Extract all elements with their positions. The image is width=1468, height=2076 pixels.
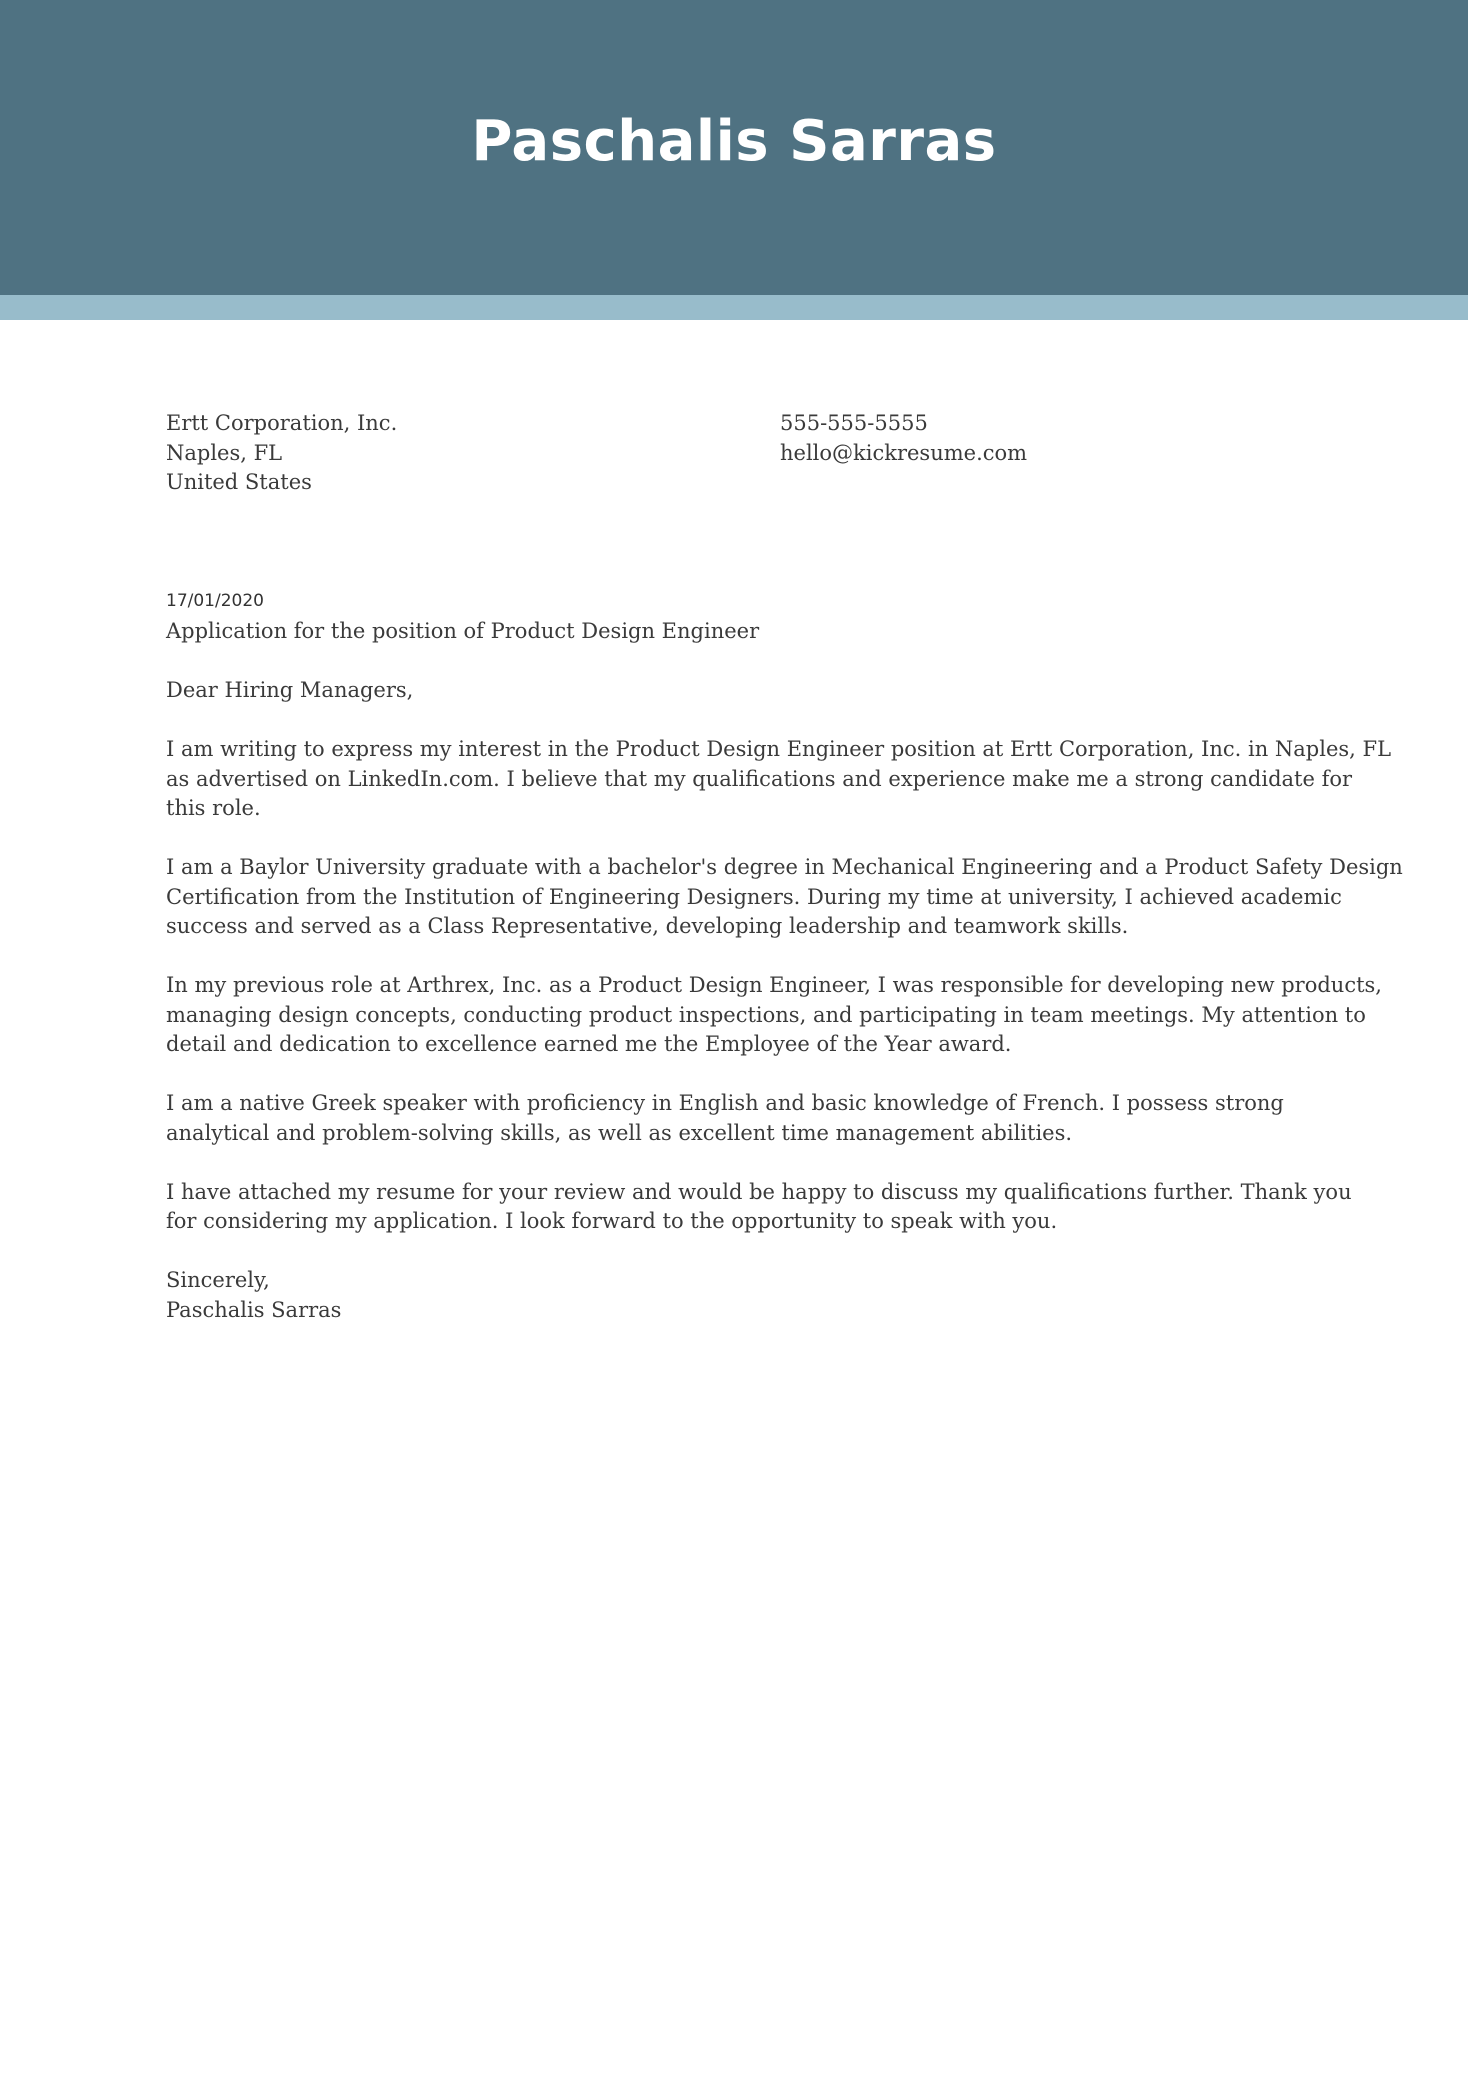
paragraph-interest: I am writing to express my interest in the Product Design Engineer position at Ertt Corporation, Inc. in Naples, FL as advertised on LinkedIn.com. I believe that my qualifications and experience make me a strong candidate for this role. bbox=[166, 737, 1392, 820]
recipient-city: Naples, FL bbox=[166, 440, 283, 465]
header-accent-strip bbox=[0, 295, 1468, 320]
letter-date: 17/01/2020 bbox=[166, 591, 264, 611]
paragraph-skills: I am a native Greek speaker with proficiency in English and basic knowledge of French. I possess strong analytical and problem-solving skills, as well as excellent time management abilities. bbox=[166, 1091, 1284, 1145]
closing-phrase: Sincerely, bbox=[166, 1268, 270, 1292]
contact-info bbox=[780, 409, 1300, 468]
recipient-company: Ertt Corporation, Inc. bbox=[166, 411, 398, 435]
letter-subject: Application for the position of Product Design Engineer bbox=[166, 619, 760, 643]
paragraph-experience: In my previous role at Arthrex, Inc. as a Product Design Engineer, I was responsible for developing new products, managing design concepts, conducting product inspections, and participating in team meetings. My attention to detail and dedication to excellence earned me the Employee of the Year award. bbox=[166, 973, 1382, 1056]
applicant-name: Paschalis Sarras bbox=[471, 109, 997, 174]
paragraph-closing: I have attached my resume for your review and would be happy to discuss my qualifications further. Thank you for considering my application. I look forward to the opportunity to speak with you. bbox=[166, 1179, 1352, 1233]
contact-email: hello@kickresume.com bbox=[780, 440, 1028, 465]
contact-phone: 555-555-5555 bbox=[780, 411, 928, 435]
signature-name: Paschalis Sarras bbox=[166, 1297, 342, 1322]
recipient-address bbox=[166, 409, 726, 498]
letter-signoff bbox=[166, 1266, 1366, 1325]
recipient-country: United States bbox=[166, 470, 312, 494]
letter-salutation: Dear Hiring Managers, bbox=[166, 678, 414, 702]
letter-body bbox=[166, 617, 1403, 1325]
paragraph-education: I am a Baylor University graduate with a bachelor's degree in Mechanical Engineering and a Product Safety Design Certification from the Institution of Engineering Designers. During my time at university, I achieved academic success and served as a Class Representative, developing leadership and teamwork skills. bbox=[166, 855, 1403, 938]
